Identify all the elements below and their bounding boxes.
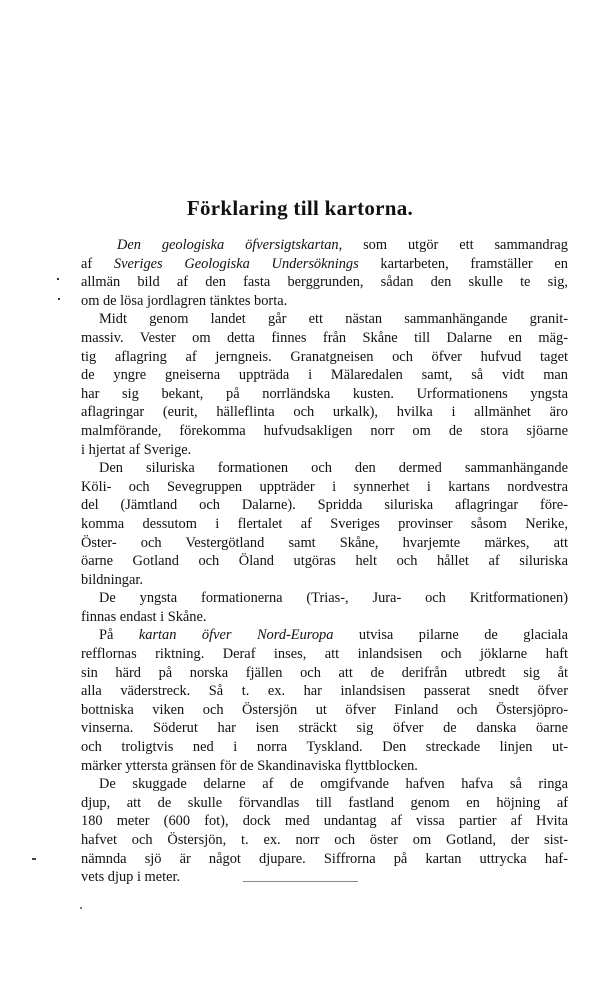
text-segment: alla väderstreck. Så t. ex. har inlandsisen passerat snedt öfver <box>81 683 568 700</box>
text-line <box>81 478 568 497</box>
text-segment: massiv. Vester om detta finnes från Skåne till Dalarne en mäg- <box>81 329 568 346</box>
text-line <box>81 403 568 422</box>
text-line <box>81 775 568 794</box>
text-line <box>81 664 568 683</box>
text-segment: om de lösa jordlagren tänktes borta. <box>81 292 288 309</box>
print-speck <box>58 298 60 300</box>
text-segment: finnas endast i Skåne. <box>81 608 207 625</box>
text-line <box>81 701 568 720</box>
text-line <box>81 496 568 515</box>
text-line <box>81 366 568 385</box>
text-line <box>81 459 568 478</box>
text-segment: djup, att de skulle förvandlas till fastland genom en höjning af <box>81 794 568 811</box>
text-segment: De skuggade delarne af de omgifvande hafven hafva så ringa <box>99 776 568 793</box>
text-segment: allmän bild af den fasta berggrunden, sådan den skulle te sig, <box>81 274 568 291</box>
print-speck <box>57 278 59 280</box>
text-segment: har sig bekant, på norrländska kusten. Urformationens yngsta <box>81 385 568 402</box>
text-line <box>81 348 568 367</box>
text-line <box>81 422 568 441</box>
italic-text: Den geologiska öfversigtskartan <box>117 237 339 253</box>
italic-text: kartan öfver Nord-Europa <box>138 627 334 644</box>
text-segment: refflornas riktning. Deraf inses, att inlandsisen och jöklarne haft <box>81 646 568 663</box>
text-segment: af <box>81 255 114 272</box>
text-line <box>81 515 568 534</box>
text-line <box>81 868 568 887</box>
text-segment: och troligtvis ned i norra Tyskland. Den streckade linjen ut- <box>81 739 568 756</box>
text-line <box>81 812 568 831</box>
text-line <box>81 236 568 255</box>
text-line <box>81 719 568 738</box>
text-segment: öarne Gotland och Öland utgöras helt och hållet af siluriska <box>81 553 568 570</box>
text-segment: 180 meter (600 fot), dock med undantag af vissa partier af Hvita <box>81 813 568 830</box>
text-segment: tig aflagring af jerngneis. Granatgneisen och öfver hufvud taget <box>81 348 568 365</box>
text-segment: De yngsta formationerna (Trias-, Jura- och Kritformationen) <box>99 590 568 607</box>
text-line <box>81 850 568 869</box>
text-line <box>81 441 568 460</box>
text-line <box>81 682 568 701</box>
text-line <box>81 738 568 757</box>
text-segment: vinserna. Söderut har isen sträckt sig öfver de danska öarne <box>81 720 568 737</box>
text-line <box>81 273 568 292</box>
text-segment: utvisa pilarne de glaciala <box>333 627 568 644</box>
text-line <box>81 571 568 590</box>
text-line <box>81 794 568 813</box>
text-line <box>81 589 568 608</box>
print-speck <box>80 907 82 909</box>
text-line <box>81 255 568 274</box>
text-segment: vets djup i meter. <box>81 869 181 886</box>
text-line <box>81 385 568 404</box>
text-segment: Midt genom landet går ett nästan sammanhängande granit- <box>99 311 568 328</box>
text-line <box>81 329 568 348</box>
page-title: Förklaring till kartorna. <box>186 196 414 220</box>
text-line <box>81 831 568 850</box>
text-segment: de yngre gneiserna uppträda i Mälaredalen samt, så vidt man <box>81 367 568 384</box>
text-segment: Den siluriska formationen och den dermed sammanhängande <box>99 460 568 477</box>
text-segment: aflagringar (eurit, hälleflinta och urkalk), hvilka i allmänhet äro <box>81 404 568 421</box>
footer-rule <box>243 881 358 882</box>
body-text <box>81 236 568 887</box>
text-segment: komma dessutom i flertalet af Sveriges provinser såsom Nerike, <box>81 515 568 532</box>
text-segment: bottniska viken och Östersjön ut öfver Finland och Östersjöpro- <box>81 701 568 718</box>
text-line <box>81 292 568 311</box>
text-line <box>81 645 568 664</box>
text-segment: i hjertat af Sverige. <box>81 441 192 458</box>
text-line <box>81 310 568 329</box>
print-speck <box>32 858 36 860</box>
text-line <box>81 552 568 571</box>
text-segment: sin härd på norska fjällen och att de derifrån utbredt sig åt <box>81 664 568 681</box>
text-segment: bildningar. <box>81 571 143 588</box>
text-line <box>81 608 568 627</box>
text-segment: hafvet och Östersjön, t. ex. norr och öster om Gotland, der sist- <box>81 832 568 848</box>
text-line <box>81 757 568 776</box>
text-line <box>81 534 568 553</box>
text-segment: Köli- och Sevegruppen uppträder i synnerhet i kartans nordvestra <box>81 478 568 495</box>
text-segment: kartarbeten, framställer en <box>358 255 568 272</box>
text-line <box>81 626 568 645</box>
text-segment: nämnda sjö är något djupare. Siffrorna på kartan uttrycka haf- <box>81 850 568 867</box>
text-segment: malmförande, förekomma hufvudsakligen norr om de stora sjöarne <box>81 422 568 439</box>
text-segment: På <box>99 627 139 644</box>
text-segment: Öster- och Vestergötland samt Skåne, hvarjemte märkes, att <box>81 534 568 551</box>
text-segment: märker yttersta gränsen för de Skandinaviska flyttblocken. <box>81 757 418 774</box>
italic-text: Sveriges Geologiska Undersöknings <box>113 255 359 272</box>
text-segment: , som utgör ett sammandrag <box>338 237 568 253</box>
text-segment: del (Jämtland och Dalarne). Spridda siluriska aflagringar före- <box>81 497 568 514</box>
